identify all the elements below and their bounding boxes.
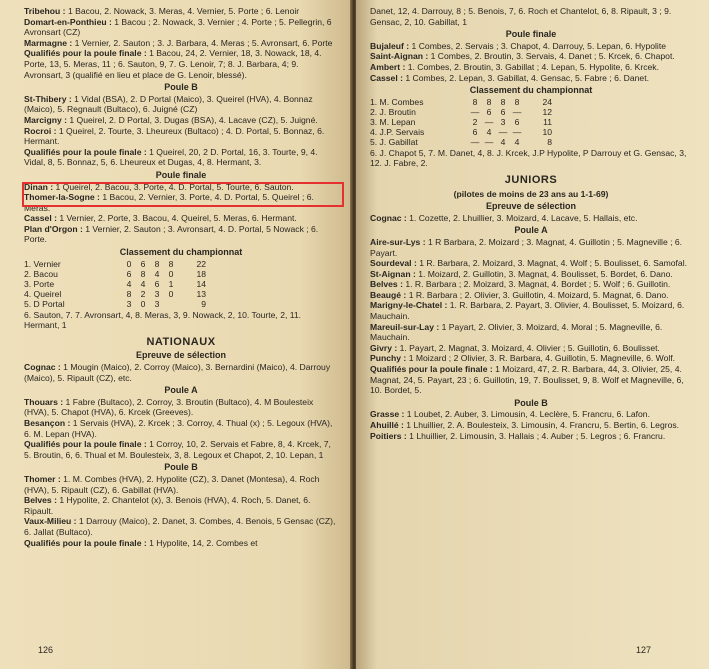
standings-row (370, 117, 556, 127)
entry (370, 269, 692, 280)
entry (370, 290, 692, 301)
standings-total: 14 (196, 278, 206, 289)
entry-name: Mareuil-sur-Lay : (370, 321, 440, 332)
entry-name: Qualifiés pour la poule finale : (24, 48, 147, 59)
standings-footer: 6. Sauton, 7. 7. Avronsart, 4, 8. Meras, 3, 9. Nowack, 2, 10. Tourte, 2, 11. Hermant, 1 (24, 309, 302, 331)
standings-row (370, 127, 556, 137)
standings-score: — (484, 136, 494, 147)
entry-text: 1 Corroy, 10, 2. Servais et Fabre, 8, 4. Krcek, 7, 5. Broutin, 6, 6. Thual et M. Boulesteix, 3, 8. Legoux et Chapot, 2, 10. Lepan, 1 (24, 439, 331, 460)
standings-score: 6 (500, 106, 506, 117)
heading-epreuve: Epreuve de sélection (485, 201, 577, 212)
standings-total: 10 (542, 126, 552, 137)
standings-total: 24 (542, 96, 552, 107)
entry-name: Qualifiés pour la poule finale : (370, 364, 493, 375)
standings-score: 2 (472, 116, 478, 127)
entry (370, 420, 692, 431)
entry (24, 397, 338, 418)
entry (370, 51, 692, 62)
standings-name: 2. Bacou (24, 268, 58, 279)
standings-score: — (484, 116, 494, 127)
entry-text: 1 Darrouy (Maico), 2. Danet, 3. Combes, 4. Benois, 5 Gensac (CZ), 6. Jallat (Bultaco). (24, 516, 336, 537)
entry-text: 1 Combes, 2. Servais ; 3. Chapot, 4. Darrouy, 5. Lepan, 6. Hypolite (411, 40, 666, 51)
entry (370, 343, 692, 354)
standings-score: 8 (514, 96, 520, 107)
entry-name: Aire-sur-Lys : (370, 236, 426, 247)
entry-text: 1 Vidal (BSA), 2. D Portal (Maico), 3. Queirel (HVA), 4. Bonnaz (Maico), 5. Regnault (Bultaco), 6. Juigné (CZ) (24, 93, 313, 115)
entry-text: 1 Queirel, 2. Bacou, 3. Porte, 4. D. Portal, 5. Tourte, 6. Sauton. (55, 181, 294, 192)
standings-row (24, 299, 210, 309)
entry-text: 1 Bacou, 2. Vernier, 3. Porte, 4. D. Portal, 5. Queirel ; 6. Meras. (24, 192, 314, 213)
standings-score: 3 (500, 116, 506, 127)
entry-text: 1 Vernier, 2. Porte, 3. Bacou, 4. Queirel, 5. Meras, 6. Hermant. (59, 213, 297, 224)
standings-score: 8 (168, 258, 174, 269)
heading-nationaux: NATIONAUX (146, 335, 216, 348)
entry-name: Qualifiés pour la poule finale : (24, 439, 147, 450)
entry-name: Punchy : (370, 353, 407, 364)
standings-score: 4 (486, 126, 492, 137)
standings-name: 1. M. Combes (370, 96, 424, 107)
standings-score: 3 (126, 298, 132, 309)
heading-poule-a: Poule A (514, 225, 548, 236)
standings-row (370, 97, 556, 107)
standings-name: 4. Queirel (24, 288, 62, 299)
standings-table (24, 259, 210, 309)
heading-poule-b: Poule B (164, 82, 198, 93)
standings-total: 18 (196, 268, 206, 279)
entry (24, 474, 338, 495)
entry (370, 353, 692, 364)
entry-name: Sourdeval : (370, 258, 417, 269)
entry-text: 1 Queirel, 2. Tourte, 3. Lheureux (Bultaco) ; 4. D. Portal, 5. Bonnaz, 6. Hermant. (24, 125, 325, 147)
entry-text: 1. R. Barbara ; 2. Moizard, 3. Magnat, 4. Bordet ; 5. Wolf ; 6. Guillotin. (405, 279, 671, 290)
standings-score: — (512, 126, 522, 137)
standings-score: 8 (140, 268, 146, 279)
entry-name: Belves : (370, 279, 403, 290)
entry (370, 258, 692, 269)
standings-total: 13 (196, 288, 206, 299)
entry-name: Cassel : (24, 213, 57, 224)
standings-score: — (470, 136, 480, 147)
entry-name: Vaux-Milieu : (24, 516, 77, 527)
juniors-subtitle: (pilotes de moins de 23 ans au 1-1-69) (453, 188, 609, 199)
standings-score: 3 (154, 298, 160, 309)
entry (370, 364, 692, 396)
standings-score: 0 (168, 268, 174, 279)
standings-name: 4. J.P. Servais (370, 126, 425, 137)
entry-name: Tribehou : (24, 6, 66, 16)
entry-name: Grasse : (370, 409, 405, 420)
entry-text: 1 Hypolite, 2. Chantelot (x), 3. Benois (HVA), 4. Roch, 5. Danet, 6. Ripault. (24, 495, 311, 516)
standings-score: 0 (168, 288, 174, 299)
entry-name: Qualifiés pour la poule finale : (24, 146, 147, 157)
entry-text: 1 Loubet, 2. Auber, 3. Limousin, 4. Leclère, 5. Francru, 6. Lafon. (406, 409, 650, 420)
entry-text: 1 Queirel, 20, 2 D. Portal, 16, 3. Tourte, 9, 4. Vidal, 8, 5. Bonnaz, 5, 6. Lheureux et Dugas, 4, 8. Hermant, 3. (24, 146, 318, 168)
standings-score: 6 (514, 116, 520, 127)
standings-score: 0 (140, 298, 146, 309)
standings-name: 3. M. Lepan (370, 116, 416, 127)
heading-classement: Classement du championnat (469, 85, 593, 96)
entry (24, 224, 338, 245)
entry (24, 147, 338, 168)
entry (370, 41, 692, 52)
standings-score: 6 (126, 268, 132, 279)
entry-name: Besançon : (24, 418, 71, 428)
entry-name: Cassel : (370, 72, 403, 83)
entry-name: Saint-Aignan : (370, 51, 429, 62)
entry (24, 126, 338, 147)
entry-name: Rocroi : (24, 125, 57, 136)
standings-row (370, 137, 556, 147)
entry-text: 1. Payart, 2. Magnat, 3. Moizard, 4. Olivier ; 5. Guillotin, 6. Boulisset. (399, 342, 660, 353)
entry-name: Qualifiés pour la poule finale : (24, 537, 147, 548)
entry-text: 1. Combes, 2. Broutin, 3. Gabillat ; 4. Lepan, 5. Hypolite, 6. Krcek. (407, 61, 659, 72)
standings-name: 3. Porte (24, 278, 55, 289)
entry-text: 1 R. Barbara, 2. Moizard, 3. Magnat, 4. Wolf ; 5. Boulisset, 6. Samofal. (419, 258, 688, 269)
entry: Cognac : 1 Mougin (Maico), 2. Corroy (Maico), 3. Bernardini (Maico), 4. Darrouy (Maico), 5. Ripault (CZ), etc. (24, 362, 331, 383)
standings-total: 12 (542, 106, 552, 117)
standings-score: — (512, 106, 522, 117)
entry-text: 1 Servais (HVA), 2. Krcek ; 3. Corroy, 4. Thual (x) ; 5. Legoux (HVA), 6. M. Lepan (HVA). (24, 418, 333, 439)
entry-text: 1 Fabre (Bultaco), 2. Corroy, 3. Broutin (Bultaco), 4. M Boulesteix (HVA), 5. Chapot (HVA), 6. Krcek (Greeves). (24, 396, 314, 418)
entry-text: 1 Vernier, 2. Sauton ; 3. J. Barbara, 4. Meras ; 5. Avronsart, 6. Porte (74, 37, 333, 48)
standings-score: 4 (500, 136, 506, 147)
standings-score: 8 (126, 288, 132, 299)
page-number: 126 (38, 645, 54, 655)
entry (24, 6, 338, 17)
entry-name: Domart-en-Ponthieu : (24, 16, 112, 27)
standings-score: 1 (168, 278, 174, 289)
standings-score: 2 (140, 288, 146, 299)
left-column (24, 6, 338, 548)
standings-score: — (470, 106, 480, 117)
entry-text: 1 Bacou ; 2. Nowack, 3. Vernier ; 4. Porte ; 5. Pellegrin, 6 Avronsart (CZ) (24, 16, 332, 38)
entry-text: 1 Queirel, 2. D Portal, 3. Dugas (BSA), 4. Lacave (CZ), 5. Juigné. (69, 114, 318, 125)
entry-name: Ahuillé : (370, 420, 404, 430)
entry-text: 1 Bacou, 2. Nowack, 3. Meras, 4. Vernier, 5. Porte ; 6. Lenoir (67, 6, 300, 16)
standings-total: 9 (201, 298, 206, 309)
entry (370, 73, 692, 84)
entry-name: Marigny-le-Chatel : (370, 300, 448, 311)
standings-score: 4 (126, 278, 132, 289)
entry-name: Ambert : (370, 61, 406, 72)
standings-score: 8 (500, 96, 506, 107)
standings-name: 2. J. Broutin (370, 106, 416, 117)
entry-text: 1 Payart, 2. Olivier, 3. Moizard, 4. Moral ; 5. Magneville, 6. Mauchain. (370, 321, 663, 343)
standings-score: 4 (514, 136, 520, 147)
entry (370, 300, 692, 321)
standings-table (370, 97, 556, 147)
standings-name: 1. Vernier (24, 258, 61, 269)
entry (24, 516, 338, 537)
entry (24, 495, 338, 516)
entry-text: 1 R. Barbara ; 2. Olivier, 3. Guillotin, 4. Moizard, 5. Magnat, 6. Dano. (408, 289, 669, 300)
entry (24, 538, 338, 549)
standings-score: 4 (140, 278, 146, 289)
standings-footer: 6. J. Chapot 5, 7. M. Danet, 4, 8. J. Krcek, J.P Hypolite, P Darrouy et G. Gensac, 3, 12. J. Fabre, 2. (370, 147, 687, 169)
heading-poule-b: Poule B (514, 397, 548, 408)
heading-juniors: JUNIORS (504, 173, 558, 186)
entry (24, 439, 338, 460)
entry (370, 62, 692, 73)
left-page (0, 0, 352, 669)
standings-total: 22 (196, 258, 206, 269)
heading-poule-finale: Poule finale (505, 29, 557, 40)
entry-name: Plan d'Orgon : (24, 223, 83, 234)
heading-classement: Classement du championnat (119, 247, 243, 258)
standings-name: 5. J. Gabillat (370, 136, 418, 147)
entry (24, 115, 338, 126)
entry-name: Givry : (370, 342, 398, 353)
standings-score: 6 (486, 106, 492, 117)
entry (24, 48, 338, 80)
entry-name: Beaugé : (370, 289, 407, 300)
standings-score: 6 (154, 278, 160, 289)
entry-name: Thomer : (24, 473, 61, 484)
entry (370, 237, 692, 258)
entry (370, 279, 692, 290)
standings-row (24, 289, 210, 299)
standings-score: 0 (126, 258, 132, 269)
heading-poule-finale: Poule finale (155, 169, 207, 180)
entry-text: 1 Hypolite, 14, 2. Combes et (149, 537, 258, 548)
entry-text: 1 Moizard, 47, 2. R. Barbara, 44, 3. Olivier, 25, 4. Magnat, 24, 5. Payart, 23 ; 6. Guillotin, 19, 7. Boulisset, 9, 8. Wolf et Magneville, 6, 10. Bordet, 5. (370, 364, 684, 396)
entry (370, 431, 692, 442)
standings-score: 4 (154, 268, 160, 279)
standings-score: 8 (486, 96, 492, 107)
standings-score: 6 (140, 258, 146, 269)
standings-score: 8 (154, 258, 160, 269)
standings-score: 8 (472, 96, 478, 107)
entry-text: 1. Moizard, 2. Guillotin, 3. Magnat, 4. Boulisset, 5. Bordet, 6. Dano. (418, 268, 673, 279)
entry-text: 1 Lhuillier, 2. Limousin, 3. Hallais ; 4. Auber ; 5. Legros ; 6. Francru. (409, 430, 666, 441)
entry-text: 1 R Barbara, 2. Moizard ; 3. Magnat, 4. Guillotin ; 5. Magneville ; 6. Payart. (370, 236, 683, 258)
standings-total: 8 (547, 136, 552, 147)
entry-text: 1 Combes, 2. Broutin, 3. Servais, 4. Danet ; 5. Krcek, 6. Chapot. (430, 51, 675, 62)
entry: Cognac : 1. Cozette, 2. Lhuillier, 3. Moizard, 4. Lacave, 5. Hallais, etc. (370, 212, 638, 223)
entry (24, 38, 338, 49)
entry (24, 213, 338, 224)
standings-row (24, 269, 210, 279)
entry-name: Thouars : (24, 396, 64, 407)
entry-name: Marcigny : (24, 114, 67, 125)
entry: Danet, 12, 4. Darrouy, 8 ; 5. Benois, 7, 6. Roch et Chantelot, 6, 8. Ripault, 3 ; 9. Gensac, 2, 10. Gabillat, 1 (370, 6, 672, 27)
entry-name: Thomer-la-Sogne : (24, 192, 100, 203)
entry-name: Dinan : (24, 181, 54, 192)
entry-name: Belves : (24, 495, 57, 506)
highlight-box (22, 182, 344, 207)
standings-total: 11 (543, 116, 552, 127)
entry-name: Bujaleuf : (370, 40, 410, 51)
entry-name: St-Aignan : (370, 268, 416, 279)
standings-row (24, 259, 210, 269)
entry-text: 1 Moizard ; 2 Olivier, 3. R. Barbara, 4. Guillotin, 5. Magneville, 6. Wolf. (408, 353, 676, 364)
standings-name: 5. D Portal (24, 298, 65, 309)
entry-text: 1 Lhuillier, 2. A. Boulesteix, 3. Limousin, 4. Francru, 5. Bertin, 6. Legros. (406, 420, 680, 430)
standings-row (370, 107, 556, 117)
entry-text: 1 Vernier, 2. Sauton ; 3. Avronsart, 4. D. Portal, 5 Nowack ; 6. Porte. (24, 223, 319, 245)
entry (24, 418, 338, 439)
entry-text: 1. R. Barbara, 2. Payart, 3. Olivier, 4. Boulisset, 5. Moizard, 6. Mauchain. (370, 300, 685, 322)
right-column (370, 6, 692, 441)
right-page (356, 0, 709, 669)
heading-poule-a: Poule A (164, 385, 198, 396)
heading-epreuve: Epreuve de sélection (135, 350, 227, 361)
entry (24, 17, 338, 38)
standings-score (166, 299, 180, 309)
entry-name: St-Thibery : (24, 93, 72, 104)
entry-text: 1 Bacou, 24, 2. Vernier, 18, 3. Nowack, 18, 4. Porte, 13, 5. Meras, 11 ; 6. Sauton, 9, 7. G. Lenoir, 7; 8. J. Barbara, 4; 9. Avronsart, 3 (qualifié en lieu et place de G. Lenoir, blessé). (24, 48, 322, 80)
entry-name: Poitiers : (370, 430, 407, 441)
standings-row (24, 279, 210, 289)
heading-poule-b: Poule B (164, 462, 198, 473)
page-number: 127 (635, 645, 651, 655)
entry (370, 409, 692, 420)
standings-score: 6 (472, 126, 478, 137)
entry-name: Marmagne : (24, 37, 73, 48)
entry (24, 94, 338, 115)
standings-score: 3 (154, 288, 160, 299)
entry (370, 322, 692, 343)
standings-score: — (498, 126, 508, 137)
entry-text: 1. M. Combes (HVA), 2. Hypolite (CZ), 3. Danet (Montesa), 4. Roch (HVA), 5. Ripault (CZ), 6. Gabillat (HVA). (24, 473, 320, 495)
entry-text: 1 Combes, 2. Lepan, 3. Gabillat, 4. Gensac, 5. Fabre ; 6. Danet. (405, 72, 649, 83)
